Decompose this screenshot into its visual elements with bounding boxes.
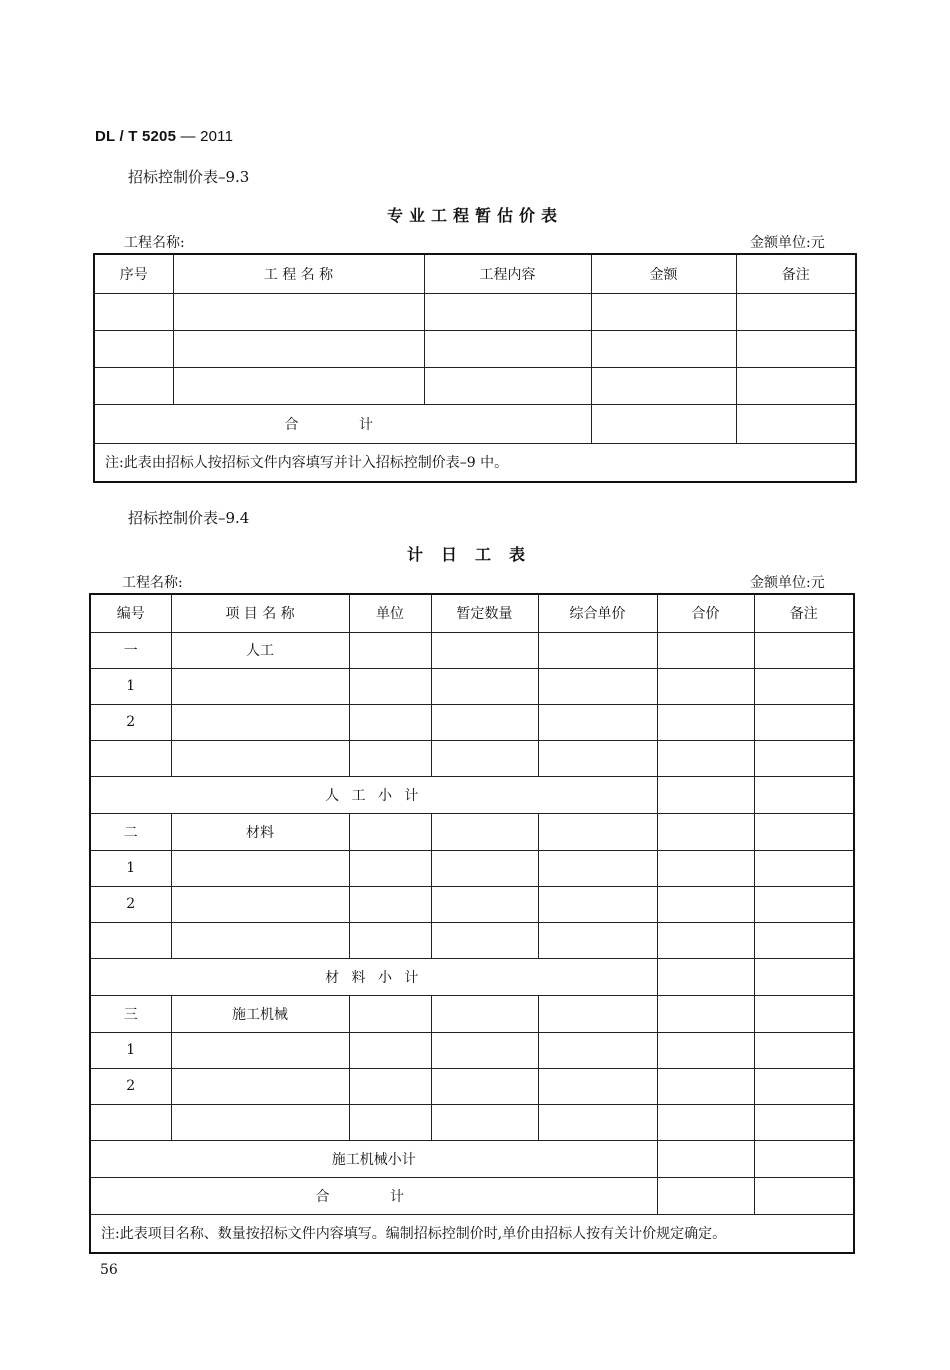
section-number: 一 [90, 632, 171, 668]
section-number: 二 [90, 813, 171, 850]
section-row [90, 632, 854, 668]
table2-note: 注:此表项目名称、数量按招标文件内容填写。编制招标控制价时,单价由招标人按有关计价规定确定。 [90, 1214, 854, 1253]
table2-caption: 招标控制价表–9.4 [128, 509, 250, 527]
section-name: 人工 [171, 632, 349, 668]
section-name: 施工机械 [171, 995, 349, 1032]
daywork-table [89, 593, 855, 1254]
header-cell: 单位 [349, 594, 431, 632]
header-cell: 项 目 名 称 [171, 594, 349, 632]
total-row [94, 404, 856, 443]
table-row [90, 668, 854, 704]
header-cell: 编号 [90, 594, 171, 632]
table2-project-label: 工程名称: [122, 575, 183, 591]
table2-unit-label: 金额单位:元 [750, 575, 825, 591]
table-row [90, 850, 854, 886]
total-label: 合 计 [94, 404, 591, 443]
note-row [90, 1214, 854, 1253]
header-cell: 序号 [94, 254, 173, 293]
page-number: 56 [100, 1262, 118, 1278]
table-row [90, 922, 854, 958]
header-cell: 金额 [591, 254, 736, 293]
table1-note: 注:此表由招标人按招标文件内容填写并计入招标控制价表–9 中。 [94, 443, 856, 482]
standard-code-year: 2011 [200, 128, 234, 145]
table-row [90, 1104, 854, 1140]
header-cell: 工 程 名 称 [173, 254, 424, 293]
header-cell: 备注 [754, 594, 854, 632]
standard-code-id: DL / T 5205 [95, 128, 177, 145]
row-number: 2 [90, 704, 171, 740]
row-number: 1 [90, 1032, 171, 1068]
standard-code-separator: — [176, 128, 201, 145]
table-row [90, 1068, 854, 1104]
subtotal-row [90, 776, 854, 813]
table-header-row [94, 254, 856, 293]
header-cell: 工程内容 [424, 254, 591, 293]
table-row [90, 704, 854, 740]
header-cell: 综合单价 [538, 594, 657, 632]
standard-code [95, 128, 233, 145]
row-number: 1 [90, 850, 171, 886]
section-number: 三 [90, 995, 171, 1032]
table2-title: 计日工表 [406, 545, 543, 564]
subtotal-label: 材 料 小 计 [90, 958, 657, 995]
header-cell: 合价 [657, 594, 754, 632]
table-header-row [90, 594, 854, 632]
header-cell: 暂定数量 [431, 594, 538, 632]
table-row [94, 293, 856, 330]
table-row [90, 740, 854, 776]
row-number [90, 922, 171, 958]
subtotal-row [90, 1140, 854, 1177]
table1-title: 专业工程暂估价表 [386, 206, 563, 225]
section-row [90, 995, 854, 1032]
row-number [90, 740, 171, 776]
subtotal-label: 人 工 小 计 [90, 776, 657, 813]
table-row [94, 367, 856, 404]
subtotal-label: 施工机械小计 [90, 1140, 657, 1177]
table-row [94, 330, 856, 367]
table1-caption: 招标控制价表–9.3 [128, 168, 250, 186]
row-number: 2 [90, 1068, 171, 1104]
subtotal-row [90, 958, 854, 995]
table-row [90, 886, 854, 922]
section-name: 材料 [171, 813, 349, 850]
row-number: 1 [90, 668, 171, 704]
section-row [90, 813, 854, 850]
note-row [94, 443, 856, 482]
table-row [90, 1032, 854, 1068]
total-label: 合 计 [90, 1177, 657, 1214]
header-cell: 备注 [736, 254, 856, 293]
table1-project-label: 工程名称: [124, 235, 185, 251]
table1-unit-label: 金额单位:元 [750, 235, 825, 251]
total-row [90, 1177, 854, 1214]
temporary-estimate-table [93, 253, 857, 483]
row-number [90, 1104, 171, 1140]
row-number: 2 [90, 886, 171, 922]
